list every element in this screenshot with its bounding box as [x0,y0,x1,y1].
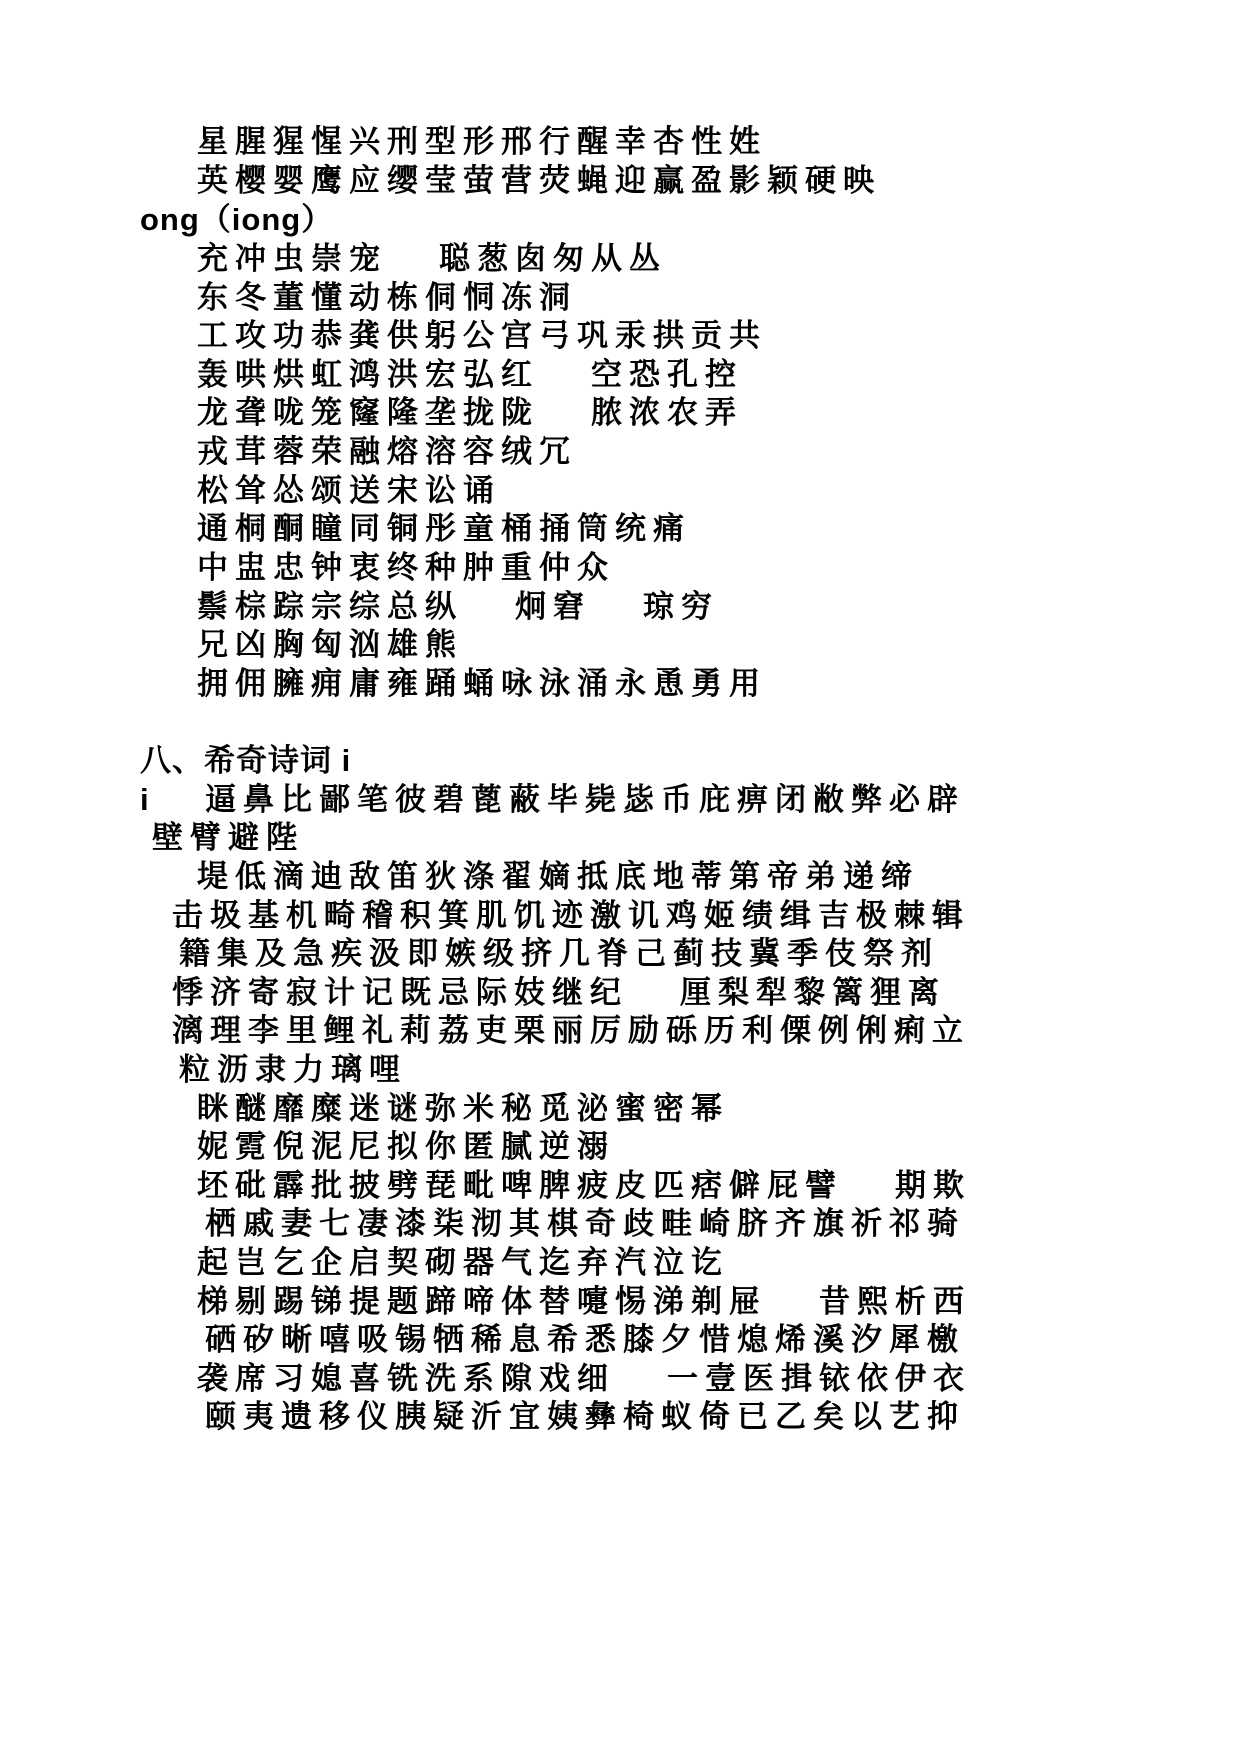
text-line: 妮霓倪泥尼拟你匿腻逆溺 [197,1129,615,1165]
text-line: 逼鼻比鄙笔彼碧蓖蔽毕毙毖币庇痹闭敝弊必辟 [205,782,965,818]
text-group: 一壹医揖铱依伊衣 [667,1361,971,1397]
text-group: 炯窘 [515,589,591,625]
text-line: 拥佣臃痈庸雍踊蛹咏泳涌永恿勇用 [197,666,767,702]
text-group: 充冲虫崇宠 [197,241,387,277]
text-group: 空恐孔控 [591,357,743,393]
text-line: 工攻功恭龚供躬公宫弓巩汞拱贡共 [197,318,767,354]
text-line: 漓理李里鲤礼莉荔吏栗丽厉励砾历利傈例俐痢立 [172,1013,970,1049]
text-line: 硒矽晰嘻吸锡牺稀息希悉膝夕惜熄烯溪汐犀檄 [205,1322,965,1358]
section-heading-ong: ong（iong） [140,202,334,237]
text-group: 龙聋咙笼窿隆垄拢陇 [197,395,539,431]
text-line: 通桐酮瞳同铜彤童桶捅筒统痛 [197,511,691,547]
text-line: 壁臂避陛 [152,820,304,856]
text-line: 中盅忠钟衷终种肿重仲众 [197,550,615,586]
text-group: 袭席习媳喜铣洗系隙戏细 [197,1361,615,1397]
text-line: 东冬董懂动栋侗恫冻洞 [197,280,577,316]
text-line: 星腥猩惺兴刑型形邢行醒幸杏性姓 [197,124,767,160]
text-group: 琼穷 [643,589,719,625]
text-line: 戎茸蓉荣融熔溶容绒冗 [197,434,577,470]
text-group: 昔熙析西 [819,1284,971,1320]
text-group: 脓浓农弄 [591,395,743,431]
text-line [197,1359,971,1399]
text-group: 鬃棕踪宗综总纵 [197,589,463,625]
text-line: 粒沥隶力璃哩 [179,1052,407,1088]
text-group: 期欺 [895,1168,971,1204]
text-line: 籍集及急疾汲即嫉级挤几脊己蓟技冀季伎祭剂 [179,936,939,972]
text-group: 坯砒霹批披劈琵毗啤脾疲皮匹痞僻屁譬 [197,1168,843,1204]
text-line [197,393,743,433]
text-line [172,973,946,1013]
text-group: 悸济寄寂计记既忌际妓继纪 [172,975,628,1011]
section-label-i: i [140,782,150,817]
text-line: 起岂乞企启契砌器气迄弃汽泣讫 [197,1245,729,1281]
text-line [197,239,667,279]
text-line: 颐夷遗移仪胰疑沂宜姨彝椅蚁倚已乙矣以艺抑 [205,1399,965,1435]
text-group: 聪葱囱匆从丛 [439,241,667,277]
section-title: 八、希奇诗词 i [140,743,352,778]
text-line: 击圾基机畸稽积箕肌饥迹激讥鸡姬绩缉吉极棘辑 [172,898,970,934]
text-group: 厘梨犁黎篱狸离 [680,975,946,1011]
text-line [197,355,743,395]
text-line [197,587,719,627]
text-line: 堤低滴迪敌笛狄涤翟嫡抵底地蒂第帝弟递缔 [197,859,919,895]
text-line: 兄凶胸匈汹雄熊 [197,627,463,663]
text-group: 梯剔踢锑提题蹄啼体替嚏惕涕剃屉 [197,1284,767,1320]
text-line: 栖戚妻七凄漆柒沏其棋奇歧畦崎脐齐旗祈祁骑 [205,1206,965,1242]
text-line: 眯醚靡糜迷谜弥米秘觅泌蜜密幂 [197,1091,729,1127]
text-group: 轰哄烘虹鸿洪宏弘红 [197,357,539,393]
text-line: 英樱婴鹰应缨莹萤营荧蝇迎赢盈影颖硬映 [197,163,881,199]
text-line [197,1166,971,1206]
text-line: 松耸怂颂送宋讼诵 [197,473,501,509]
text-line [197,1282,971,1322]
